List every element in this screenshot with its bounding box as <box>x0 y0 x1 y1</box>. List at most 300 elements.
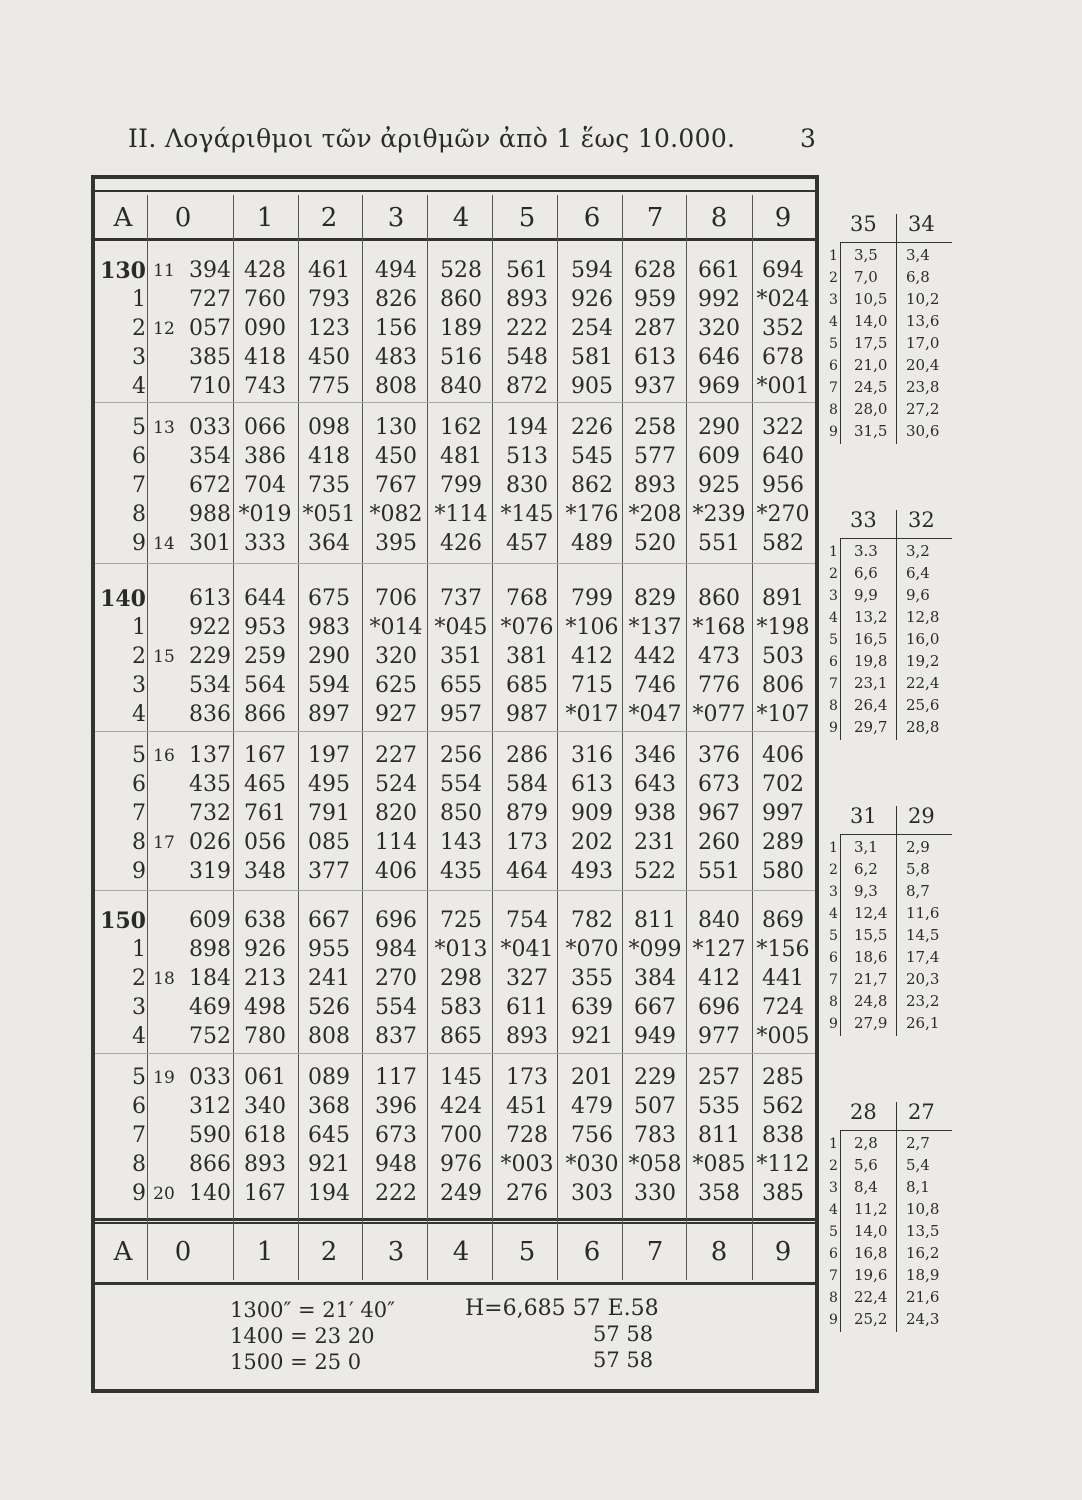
table-cell: 580 <box>762 859 804 884</box>
difference-row-label: 8 <box>829 698 838 714</box>
table-cell: *045 <box>434 615 488 640</box>
table-cell: 493 <box>571 859 613 884</box>
table-cell: 866 <box>189 1152 231 1177</box>
row-label: 4 <box>132 374 146 399</box>
difference-value: 31,5 <box>854 422 888 440</box>
table-cell: 259 <box>244 644 286 669</box>
difference-row-label: 6 <box>829 654 838 670</box>
row-label: 8 <box>132 1152 146 1177</box>
difference-row-label: 5 <box>829 928 838 944</box>
table-cell: 227 <box>375 743 417 768</box>
row-label: 140 <box>100 586 146 612</box>
column-footer: 1 <box>256 1237 274 1267</box>
table-cell: *005 <box>756 1024 810 1049</box>
table-cell: 298 <box>440 966 482 991</box>
difference-value: 21,6 <box>906 1288 940 1306</box>
row-label: 8 <box>132 830 146 855</box>
table-cell: 905 <box>571 374 613 399</box>
table-cell: 424 <box>440 1094 482 1119</box>
table-cell: 696 <box>375 908 417 933</box>
difference-value: 9,6 <box>906 586 930 604</box>
table-cell: 715 <box>571 673 613 698</box>
table-cell: 535 <box>698 1094 740 1119</box>
table-cell: 173 <box>506 830 548 855</box>
table-cell: *107 <box>756 702 810 727</box>
table-cell: 780 <box>244 1024 286 1049</box>
column-header: 7 <box>646 203 664 233</box>
table-cell: 450 <box>375 444 417 469</box>
table-cell: 301 <box>189 531 231 556</box>
table-cell: 551 <box>698 859 740 884</box>
difference-value: 6,6 <box>854 564 878 582</box>
table-cell: *047 <box>628 702 682 727</box>
table-cell: 461 <box>308 258 350 283</box>
row-label: 9 <box>132 859 146 884</box>
table-cell: 520 <box>634 531 676 556</box>
table-cell: 793 <box>308 287 350 312</box>
footer-bottom-rule <box>95 1222 815 1224</box>
difference-value: 29,7 <box>854 718 888 736</box>
table-cell: 685 <box>506 673 548 698</box>
table-cell: 418 <box>244 345 286 370</box>
difference-value: 5,8 <box>906 860 930 878</box>
difference-value: 9,3 <box>854 882 878 900</box>
table-cell: 090 <box>244 316 286 341</box>
table-cell: 594 <box>308 673 350 698</box>
table-cell: 640 <box>762 444 804 469</box>
table-cell: 806 <box>762 673 804 698</box>
row-label: 5 <box>132 1065 146 1090</box>
table-cell: 562 <box>762 1094 804 1119</box>
difference-row-label: 9 <box>829 1016 838 1032</box>
table-cell: 231 <box>634 830 676 855</box>
table-cell: 465 <box>244 772 286 797</box>
table-cell: 897 <box>308 702 350 727</box>
table-cell: 528 <box>440 258 482 283</box>
table-cell: 156 <box>375 316 417 341</box>
difference-row-label: 4 <box>829 1202 838 1218</box>
table-cell: 775 <box>308 374 350 399</box>
table-cell: 752 <box>189 1024 231 1049</box>
table-cell: 938 <box>634 801 676 826</box>
difference-row-label: 4 <box>829 906 838 922</box>
table-cell: 581 <box>571 345 613 370</box>
difference-value: 2,8 <box>854 1134 878 1152</box>
table-cell: 754 <box>506 908 548 933</box>
table-cell: 618 <box>244 1123 286 1148</box>
row-label: 150 <box>100 908 146 934</box>
table-cell: 862 <box>571 473 613 498</box>
difference-rule <box>840 1130 952 1131</box>
table-cell: 613 <box>571 772 613 797</box>
row-label: 3 <box>132 673 146 698</box>
table-cell: *176 <box>565 502 619 527</box>
column-divider <box>427 195 428 1280</box>
column-header: 0 <box>174 203 192 233</box>
table-cell: 503 <box>762 644 804 669</box>
table-cell: 222 <box>506 316 548 341</box>
table-cell: 646 <box>698 345 740 370</box>
column-footer: 8 <box>710 1237 728 1267</box>
table-cell: 256 <box>440 743 482 768</box>
row-label: 7 <box>132 1123 146 1148</box>
table-cell: 396 <box>375 1094 417 1119</box>
difference-value: 8,7 <box>906 882 930 900</box>
table-cell: 270 <box>375 966 417 991</box>
column-footer: 3 <box>387 1237 405 1267</box>
table-cell: 290 <box>308 644 350 669</box>
table-cell: 226 <box>571 415 613 440</box>
table-cell: 513 <box>506 444 548 469</box>
row-label: 3 <box>132 345 146 370</box>
table-cell: *013 <box>434 937 488 962</box>
difference-value: 25,6 <box>906 696 940 714</box>
table-cell: 746 <box>634 673 676 698</box>
difference-value: 28,8 <box>906 718 940 736</box>
table-cell: 984 <box>375 937 417 962</box>
difference-row-label: 1 <box>829 840 838 856</box>
difference-head: 33 <box>850 508 877 532</box>
difference-row-label: 9 <box>829 424 838 440</box>
table-cell: 893 <box>506 287 548 312</box>
table-cell: 089 <box>308 1065 350 1090</box>
difference-value: 10,5 <box>854 290 888 308</box>
table-cell: 140 <box>189 1181 231 1206</box>
column-divider <box>686 195 687 1280</box>
row-label: 130 <box>100 258 146 284</box>
row-label: 6 <box>132 772 146 797</box>
table-cell: 590 <box>189 1123 231 1148</box>
table-cell: 761 <box>244 801 286 826</box>
difference-value: 6,4 <box>906 564 930 582</box>
table-cell: 927 <box>375 702 417 727</box>
difference-value: 20,3 <box>906 970 940 988</box>
table-cell: 194 <box>308 1181 350 1206</box>
difference-value: 22,4 <box>854 1288 888 1306</box>
table-cell: 949 <box>634 1024 676 1049</box>
table-cell: *114 <box>434 502 488 527</box>
difference-value: 30,6 <box>906 422 940 440</box>
row-label: 1 <box>132 287 146 312</box>
table-cell: 865 <box>440 1024 482 1049</box>
table-cell: 173 <box>506 1065 548 1090</box>
table-cell: 241 <box>308 966 350 991</box>
row-prefix: 19 <box>153 1068 175 1088</box>
table-cell: 286 <box>506 743 548 768</box>
difference-divider <box>896 214 897 444</box>
block-separator <box>95 890 815 891</box>
column-header: 3 <box>387 203 405 233</box>
table-cell: 435 <box>440 859 482 884</box>
table-cell: 628 <box>634 258 676 283</box>
table-cell: *077 <box>692 702 746 727</box>
table-cell: 872 <box>506 374 548 399</box>
table-cell: 866 <box>244 702 286 727</box>
column-footer: 0 <box>174 1237 192 1267</box>
difference-value: 6,8 <box>906 268 930 286</box>
table-cell: 406 <box>375 859 417 884</box>
difference-value: 3.3 <box>854 542 878 560</box>
row-prefix: 13 <box>153 418 175 438</box>
table-cell: 830 <box>506 473 548 498</box>
table-cell: 130 <box>375 415 417 440</box>
difference-rule <box>840 834 952 835</box>
table-cell: 348 <box>244 859 286 884</box>
table-cell: 516 <box>440 345 482 370</box>
difference-row-label: 4 <box>829 610 838 626</box>
column-footer: 7 <box>646 1237 664 1267</box>
table-cell: 066 <box>244 415 286 440</box>
table-cell: *070 <box>565 937 619 962</box>
table-cell: 381 <box>506 644 548 669</box>
difference-head: 28 <box>850 1100 877 1124</box>
table-cell: 303 <box>571 1181 613 1206</box>
difference-value: 16,0 <box>906 630 940 648</box>
difference-row-label: 7 <box>829 1268 838 1284</box>
table-cell: *198 <box>756 615 810 640</box>
row-label: 7 <box>132 801 146 826</box>
page-number: 3 <box>800 124 816 153</box>
table-cell: 358 <box>698 1181 740 1206</box>
difference-divider <box>896 510 897 740</box>
table-cell: 494 <box>375 258 417 283</box>
difference-value: 26,4 <box>854 696 888 714</box>
table-cell: 898 <box>189 937 231 962</box>
difference-row-label: 5 <box>829 336 838 352</box>
difference-divider <box>840 538 841 740</box>
table-cell: 033 <box>189 1065 231 1090</box>
table-cell: 189 <box>440 316 482 341</box>
table-cell: 737 <box>440 586 482 611</box>
table-cell: 469 <box>189 995 231 1020</box>
difference-value: 22,4 <box>906 674 940 692</box>
difference-value: 10,2 <box>906 290 940 308</box>
difference-row-label: 2 <box>829 270 838 286</box>
table-cell: 354 <box>189 444 231 469</box>
difference-value: 16,8 <box>854 1244 888 1262</box>
table-cell: 316 <box>571 743 613 768</box>
table-cell: 340 <box>244 1094 286 1119</box>
table-cell: 948 <box>375 1152 417 1177</box>
table-cell: *058 <box>628 1152 682 1177</box>
table-cell: 829 <box>634 586 676 611</box>
table-cell: 696 <box>698 995 740 1020</box>
difference-row-label: 5 <box>829 632 838 648</box>
table-cell: 450 <box>308 345 350 370</box>
difference-row-label: 6 <box>829 950 838 966</box>
row-label: 1 <box>132 937 146 962</box>
table-cell: 969 <box>698 374 740 399</box>
table-cell: 201 <box>571 1065 613 1090</box>
column-divider <box>147 195 148 1280</box>
table-cell: 564 <box>244 673 286 698</box>
table-cell: *082 <box>369 502 423 527</box>
table-cell: 289 <box>762 830 804 855</box>
table-cell: 921 <box>571 1024 613 1049</box>
table-cell: 167 <box>244 743 286 768</box>
column-header: 2 <box>320 203 338 233</box>
table-cell: 056 <box>244 830 286 855</box>
table-cell: 611 <box>506 995 548 1020</box>
difference-value: 19,6 <box>854 1266 888 1284</box>
note-constant-3: 57 58 <box>593 1348 654 1372</box>
row-prefix: 18 <box>153 969 175 989</box>
difference-head: 31 <box>850 804 877 828</box>
table-cell: 524 <box>375 772 417 797</box>
table-cell: 061 <box>244 1065 286 1090</box>
table-cell: 921 <box>308 1152 350 1177</box>
column-header: 4 <box>452 203 470 233</box>
column-footer: 2 <box>320 1237 338 1267</box>
table-cell: 967 <box>698 801 740 826</box>
footer-end-rule <box>95 1282 815 1285</box>
difference-row-label: 9 <box>829 1312 838 1328</box>
row-prefix: 11 <box>153 261 175 281</box>
table-cell: 457 <box>506 531 548 556</box>
table-cell: 710 <box>189 374 231 399</box>
difference-value: 24,8 <box>854 992 888 1010</box>
difference-row-label: 3 <box>829 884 838 900</box>
difference-value: 5,6 <box>854 1156 878 1174</box>
table-cell: 760 <box>244 287 286 312</box>
table-cell: *017 <box>565 702 619 727</box>
column-footer: 9 <box>774 1237 792 1267</box>
table-cell: 727 <box>189 287 231 312</box>
difference-row-label: 1 <box>829 248 838 264</box>
table-cell: 983 <box>308 615 350 640</box>
difference-value: 13,2 <box>854 608 888 626</box>
row-label: 9 <box>132 531 146 556</box>
table-cell: 706 <box>375 586 417 611</box>
table-cell: 137 <box>189 743 231 768</box>
table-cell: 202 <box>571 830 613 855</box>
footer-corner-label: A <box>113 1237 133 1267</box>
table-cell: 057 <box>189 316 231 341</box>
difference-value: 11,6 <box>906 904 940 922</box>
table-cell: 464 <box>506 859 548 884</box>
table-cell: 879 <box>506 801 548 826</box>
difference-value: 3,2 <box>906 542 930 560</box>
difference-row-label: 5 <box>829 1224 838 1240</box>
table-cell: 694 <box>762 258 804 283</box>
table-cell: 957 <box>440 702 482 727</box>
table-cell: 143 <box>440 830 482 855</box>
difference-row-label: 3 <box>829 292 838 308</box>
column-divider <box>492 195 493 1280</box>
table-cell: 860 <box>440 287 482 312</box>
table-cell: 395 <box>375 531 417 556</box>
note-constant: H=6,685 57 E.58 <box>465 1296 659 1321</box>
table-cell: 976 <box>440 1152 482 1177</box>
difference-value: 18,9 <box>906 1266 940 1284</box>
table-cell: 312 <box>189 1094 231 1119</box>
table-cell: 926 <box>244 937 286 962</box>
difference-value: 13,5 <box>906 1222 940 1240</box>
difference-divider <box>840 242 841 444</box>
table-cell: 583 <box>440 995 482 1020</box>
table-cell: 988 <box>189 502 231 527</box>
difference-row-label: 6 <box>829 358 838 374</box>
table-cell: 613 <box>634 345 676 370</box>
row-label: 6 <box>132 444 146 469</box>
difference-value: 24,3 <box>906 1310 940 1328</box>
table-cell: 085 <box>308 830 350 855</box>
table-cell: *127 <box>692 937 746 962</box>
table-cell: 987 <box>506 702 548 727</box>
table-cell: *014 <box>369 615 423 640</box>
table-cell: 495 <box>308 772 350 797</box>
table-cell: 732 <box>189 801 231 826</box>
table-cell: 222 <box>375 1181 417 1206</box>
table-cell: 548 <box>506 345 548 370</box>
difference-row-label: 4 <box>829 314 838 330</box>
difference-value: 12,4 <box>854 904 888 922</box>
difference-head: 29 <box>908 804 935 828</box>
table-cell: 667 <box>634 995 676 1020</box>
difference-value: 28,0 <box>854 400 888 418</box>
table-cell: 355 <box>571 966 613 991</box>
table-cell: 743 <box>244 374 286 399</box>
table-cell: 254 <box>571 316 613 341</box>
table-cell: 197 <box>308 743 350 768</box>
table-cell: 333 <box>244 531 286 556</box>
note-line-1: 1300″ = 21′ 40″ <box>230 1298 395 1322</box>
table-cell: *041 <box>500 937 554 962</box>
row-label: 7 <box>132 473 146 498</box>
table-cell: 735 <box>308 473 350 498</box>
row-prefix: 15 <box>153 647 175 667</box>
table-cell: 811 <box>634 908 676 933</box>
difference-value: 18,6 <box>854 948 888 966</box>
table-cell: 768 <box>506 586 548 611</box>
table-cell: 426 <box>440 531 482 556</box>
table-cell: 346 <box>634 743 676 768</box>
table-cell: 320 <box>698 316 740 341</box>
table-cell: 489 <box>571 531 613 556</box>
table-cell: 260 <box>698 830 740 855</box>
row-prefix: 14 <box>153 534 175 554</box>
table-cell: *208 <box>628 502 682 527</box>
difference-value: 14,5 <box>906 926 940 944</box>
table-cell: 117 <box>375 1065 417 1090</box>
table-cell: 791 <box>308 801 350 826</box>
table-cell: *145 <box>500 502 554 527</box>
table-cell: 643 <box>634 772 676 797</box>
column-header: 6 <box>583 203 601 233</box>
table-cell: 811 <box>698 1123 740 1148</box>
table-cell: 702 <box>762 772 804 797</box>
table-cell: 114 <box>375 830 417 855</box>
table-cell: 441 <box>762 966 804 991</box>
table-cell: *270 <box>756 502 810 527</box>
table-cell: 808 <box>308 1024 350 1049</box>
difference-value: 23,8 <box>906 378 940 396</box>
table-cell: *112 <box>756 1152 810 1177</box>
table-cell: 673 <box>698 772 740 797</box>
column-header: 1 <box>256 203 274 233</box>
table-cell: 526 <box>308 995 350 1020</box>
difference-divider <box>840 834 841 1036</box>
difference-row-label: 1 <box>829 544 838 560</box>
table-cell: 826 <box>375 287 417 312</box>
difference-value: 20,4 <box>906 356 940 374</box>
table-cell: 368 <box>308 1094 350 1119</box>
difference-value: 23,2 <box>906 992 940 1010</box>
table-cell: 249 <box>440 1181 482 1206</box>
table-cell: 412 <box>698 966 740 991</box>
table-cell: *019 <box>238 502 292 527</box>
difference-row-label: 2 <box>829 862 838 878</box>
